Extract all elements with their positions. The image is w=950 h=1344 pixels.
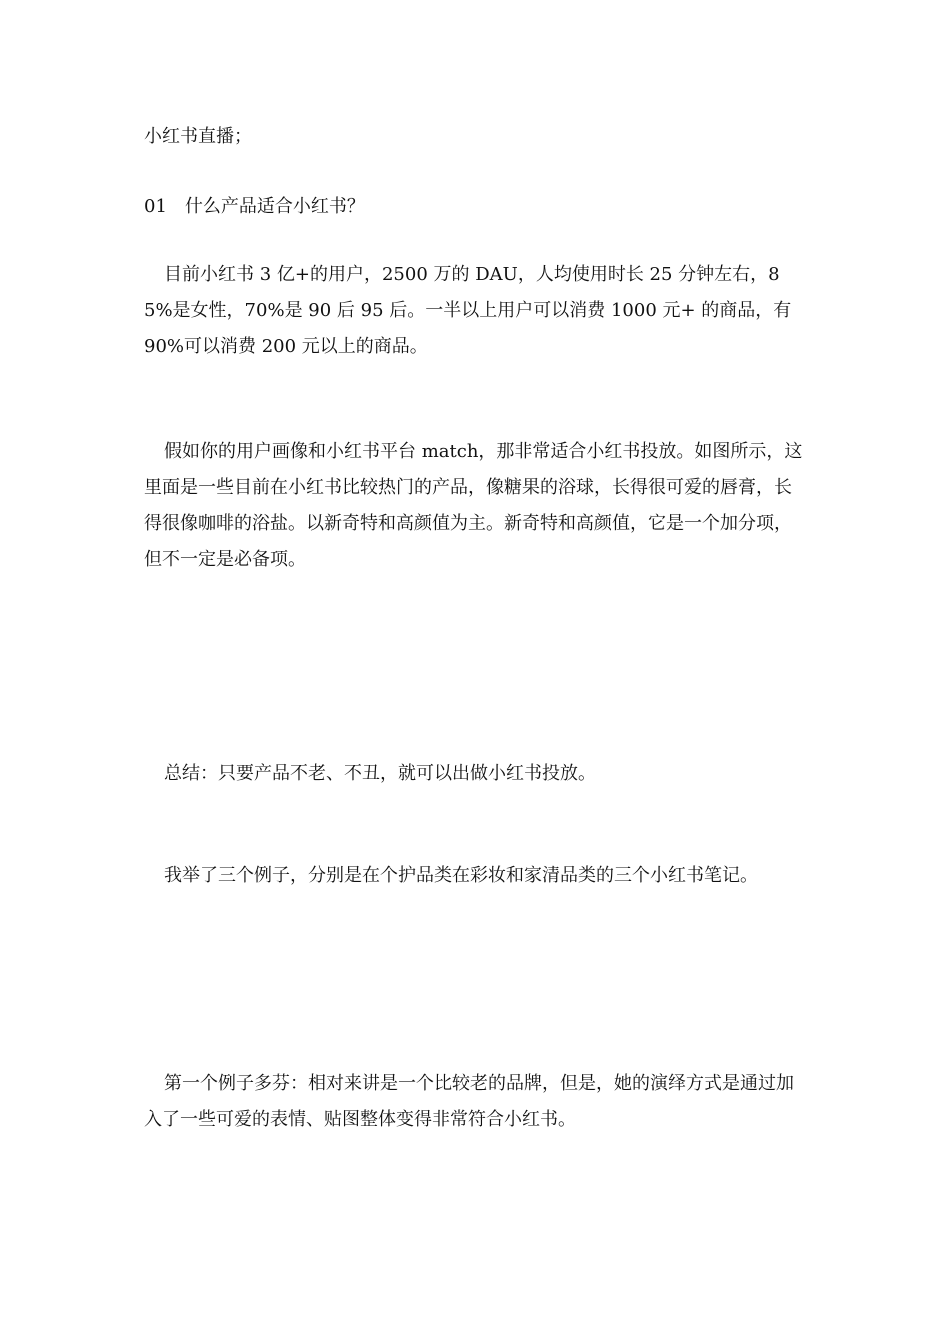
- paragraph-examples-intro: 我举了三个例子，分别是在个护品类在彩妆和家清品类的三个小红书笔记。: [164, 865, 758, 886]
- paragraph-product-fit: 假如你的用户画像和小红书平台 match，那非常适合小红书投放。如图所示，这里面是一些目前在小红书比较热门的产品，像糖果的浴球，长得很可爱的唇膏，长得很像咖啡的浴盐。以新奇特和高颜值为主。新奇特和高颜值，它是一个加分项，但不一定是必备项。: [144, 441, 803, 570]
- section-heading: 01 什么产品适合小红书？: [144, 196, 365, 217]
- document-title: 小红书直播；: [144, 126, 252, 147]
- paragraph-example-dove: 第一个例子多芬：相对来讲是一个比较老的品牌，但是，她的演绎方式是通过加入了一些可爱的表情、贴图整体变得非常符合小红书。: [144, 1073, 794, 1130]
- paragraph-summary: 总结：只要产品不老、不丑，就可以出做小红书投放。: [164, 763, 596, 784]
- paragraph-user-stats: 目前小红书 3 亿+的用户，2500 万的 DAU，人均使用时长 25 分钟左右，85%是女性，70%是 90 后 95 后。一半以上用户可以消费 1000 元+ 的商品，有 90%可以消费 200 元以上的商品。: [144, 264, 792, 357]
